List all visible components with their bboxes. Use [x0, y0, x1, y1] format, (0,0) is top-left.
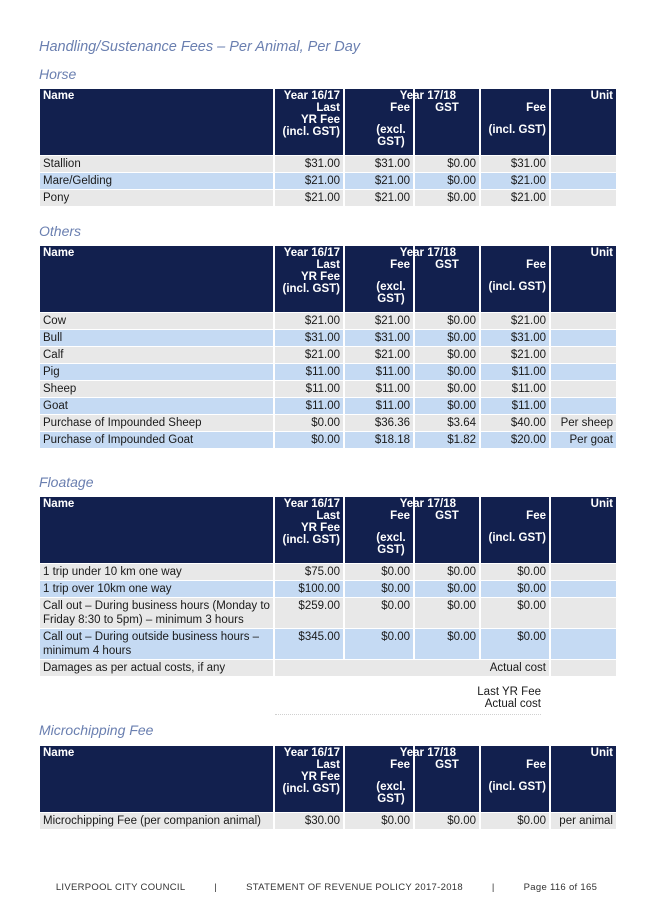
header-fee: Fee: [390, 759, 410, 771]
row-fee-incl-gst: $0.00: [481, 598, 549, 628]
row-unit: [551, 347, 616, 363]
row-unit: [551, 313, 616, 329]
table-row: [40, 313, 616, 329]
header-gst: GST: [435, 759, 459, 771]
col-header-last-yr-fee: [275, 746, 343, 812]
header-incl-gst: (incl. GST): [282, 126, 340, 138]
row-unit: [551, 660, 616, 676]
row-last-yr-fee: $11.00: [275, 364, 343, 380]
row-unit: per animal: [551, 813, 616, 829]
row-last-yr-fee: $21.00: [275, 313, 343, 329]
row-gst: $0.00: [415, 564, 479, 580]
row-name: Pony: [40, 190, 273, 206]
section-title-horse: Horse: [39, 66, 77, 82]
row-fee-incl-gst: $0.00: [481, 581, 549, 597]
floatage-extra-note: [275, 686, 541, 715]
section-title-others: Others: [39, 223, 82, 239]
col-header-unit: Unit: [551, 89, 616, 155]
footer-org: LIVERPOOL CITY COUNCIL: [55, 882, 186, 893]
row-fee-excl-gst: $18.18: [345, 432, 413, 448]
col-header-fee-excl: [345, 746, 456, 812]
row-gst: $1.82: [415, 432, 479, 448]
extra-actual-cost: Actual cost: [484, 698, 541, 710]
row-name: Purchase of Impounded Sheep: [40, 415, 273, 431]
row-last-yr-fee: $259.00: [275, 598, 343, 628]
fees-table-others: [38, 245, 618, 449]
row-last-yr-fee: $11.00: [275, 398, 343, 414]
row-unit: [551, 173, 616, 189]
row-gst: $0.00: [415, 156, 479, 172]
row-gst: $3.64: [415, 415, 479, 431]
row-fee-excl-gst: $0.00: [345, 564, 413, 580]
row-last-yr-fee: $0.00: [275, 415, 343, 431]
row-unit: [551, 581, 616, 597]
header-year-1617: Year 16/17: [283, 90, 340, 102]
row-name: Call out – During business hours (Monday to Friday 8:30 to 5pm) – minimum 3 hours: [40, 598, 273, 628]
row-fee-excl-gst: $11.00: [345, 398, 413, 414]
header-row: [40, 89, 616, 155]
row-unit: [551, 330, 616, 346]
col-header-fee-incl: [481, 497, 549, 563]
row-fee-excl-gst: $21.00: [345, 190, 413, 206]
table-row: [40, 156, 616, 172]
fees-table-floatage: [38, 496, 618, 677]
row-name: Calf: [40, 347, 273, 363]
row-last-yr-fee: $31.00: [275, 330, 343, 346]
row-gst: $0.00: [415, 381, 479, 397]
header-excl-gst: (excl. GST): [376, 781, 406, 805]
row-name: Mare/Gelding: [40, 173, 273, 189]
header-incl-gst2: (incl. GST): [488, 781, 546, 793]
header-spacer: [484, 90, 546, 102]
col-header-unit: Unit: [551, 497, 616, 563]
row-fee-excl-gst: $21.00: [345, 347, 413, 363]
footer-separator: |: [491, 882, 495, 893]
row-fee-excl-gst: $0.00: [345, 629, 413, 659]
row-last-yr-fee: $30.00: [275, 813, 343, 829]
table-row: [40, 564, 616, 580]
row-unit: [551, 381, 616, 397]
row-last-yr-fee: $345.00: [275, 629, 343, 659]
header-year-1718: Year 17/18: [399, 90, 456, 102]
row-gst: $0.00: [415, 190, 479, 206]
row-name: Damages as per actual costs, if any: [40, 660, 273, 676]
table-row: [40, 598, 616, 628]
row-fee-incl-gst: $11.00: [481, 398, 549, 414]
row-fee-excl-gst: $31.00: [345, 156, 413, 172]
footer-separator: |: [214, 882, 218, 893]
col-header-name: Name: [40, 89, 273, 155]
row-last-yr-fee: $11.00: [275, 381, 343, 397]
row-actual-cost: Actual cost: [275, 660, 549, 676]
header-incl-gst: (incl. GST): [282, 783, 340, 795]
header-gst: GST: [435, 510, 459, 522]
row-fee-excl-gst: $0.00: [345, 813, 413, 829]
row-unit: [551, 598, 616, 628]
table-row: [40, 629, 616, 659]
table-row-damages: [40, 660, 616, 676]
table-row: [40, 415, 616, 431]
row-fee-incl-gst: $20.00: [481, 432, 549, 448]
header-fee: Fee: [390, 259, 410, 271]
col-header-fee-excl: [345, 246, 456, 312]
header-year-1617: Year 16/17: [283, 247, 340, 259]
row-unit: Per goat: [551, 432, 616, 448]
header-last-yr-fee: Last YR Fee: [301, 510, 340, 534]
col-header-unit: Unit: [551, 246, 616, 312]
row-unit: [551, 156, 616, 172]
col-header-last-yr-fee: [275, 497, 343, 563]
row-last-yr-fee: $100.00: [275, 581, 343, 597]
row-fee-incl-gst: $11.00: [481, 364, 549, 380]
row-fee-incl-gst: $11.00: [481, 381, 549, 397]
row-fee-incl-gst: $40.00: [481, 415, 549, 431]
header-year-1718: Year 17/18: [399, 498, 456, 510]
row-last-yr-fee: $75.00: [275, 564, 343, 580]
row-last-yr-fee: $0.00: [275, 432, 343, 448]
col-header-name: Name: [40, 246, 273, 312]
footer-doc-title: STATEMENT OF REVENUE POLICY 2017-2018: [246, 882, 463, 893]
section-title-floatage: Floatage: [39, 474, 94, 490]
header-gst: GST: [435, 259, 459, 271]
row-name: Microchipping Fee (per companion animal): [40, 813, 273, 829]
header-last-yr-fee: Last YR Fee: [301, 102, 340, 126]
row-last-yr-fee: $21.00: [275, 190, 343, 206]
header-excl-gst: (excl. GST): [376, 281, 406, 305]
row-unit: [551, 364, 616, 380]
row-name: Purchase of Impounded Goat: [40, 432, 273, 448]
row-gst: $0.00: [415, 813, 479, 829]
row-name: Pig: [40, 364, 273, 380]
footer-page-number: Page 116 of 165: [523, 882, 598, 893]
page-footer: [0, 882, 653, 893]
col-header-fee-incl: [481, 246, 549, 312]
header-row: [40, 246, 616, 312]
row-name: 1 trip over 10km one way: [40, 581, 273, 597]
col-header-name: Name: [40, 746, 273, 812]
header-incl-gst: (incl. GST): [282, 534, 340, 546]
table-row: [40, 364, 616, 380]
row-name: Cow: [40, 313, 273, 329]
table-row: [40, 190, 616, 206]
row-fee-incl-gst: $21.00: [481, 190, 549, 206]
header-row: [40, 497, 616, 563]
row-unit: [551, 629, 616, 659]
header-fee: Fee: [390, 510, 410, 522]
row-name: 1 trip under 10 km one way: [40, 564, 273, 580]
row-last-yr-fee: $21.00: [275, 347, 343, 363]
row-fee-excl-gst: $11.00: [345, 364, 413, 380]
row-unit: [551, 398, 616, 414]
header-fee2: Fee: [526, 102, 546, 114]
col-header-unit: Unit: [551, 746, 616, 812]
header-gst: GST: [435, 102, 459, 114]
extra-last-yr-fee: Last YR Fee: [477, 686, 541, 698]
header-spacer: [484, 247, 546, 259]
row-fee-excl-gst: $0.00: [345, 581, 413, 597]
row-name: Call out – During outside business hours – minimum 4 hours: [40, 629, 273, 659]
table-row: [40, 347, 616, 363]
header-incl-gst: (incl. GST): [282, 283, 340, 295]
row-fee-incl-gst: $0.00: [481, 629, 549, 659]
section-title-microchipping: Microchipping Fee: [39, 722, 154, 738]
row-name: Bull: [40, 330, 273, 346]
table-row: [40, 813, 616, 829]
row-last-yr-fee: $31.00: [275, 156, 343, 172]
header-excl-gst: (excl. GST): [376, 532, 406, 556]
row-gst: $0.00: [415, 581, 479, 597]
row-fee-excl-gst: $11.00: [345, 381, 413, 397]
header-fee2: Fee: [526, 510, 546, 522]
header-year-1617: Year 16/17: [283, 747, 340, 759]
header-excl-gst: (excl. GST): [376, 124, 406, 148]
header-spacer: [484, 498, 546, 510]
row-fee-excl-gst: $21.00: [345, 173, 413, 189]
header-fee2: Fee: [526, 259, 546, 271]
table-row: [40, 330, 616, 346]
row-name: Stallion: [40, 156, 273, 172]
row-fee-incl-gst: $31.00: [481, 156, 549, 172]
table-row: [40, 398, 616, 414]
row-fee-incl-gst: $31.00: [481, 330, 549, 346]
row-name: Sheep: [40, 381, 273, 397]
row-unit: Per sheep: [551, 415, 616, 431]
table-row: [40, 381, 616, 397]
fees-table-microchipping: [38, 745, 618, 830]
page-title: Handling/Sustenance Fees – Per Animal, Per Day: [39, 39, 361, 55]
row-unit: [551, 190, 616, 206]
row-gst: $0.00: [415, 598, 479, 628]
header-last-yr-fee: Last YR Fee: [301, 759, 340, 783]
row-name: Goat: [40, 398, 273, 414]
row-unit: [551, 564, 616, 580]
col-header-fee-incl: [481, 746, 549, 812]
header-incl-gst2: (incl. GST): [488, 281, 546, 293]
header-row: [40, 746, 616, 812]
header-last-yr-fee: Last YR Fee: [301, 259, 340, 283]
row-fee-incl-gst: $0.00: [481, 813, 549, 829]
row-fee-incl-gst: $0.00: [481, 564, 549, 580]
fees-table-horse: [38, 88, 618, 207]
row-fee-excl-gst: $21.00: [345, 313, 413, 329]
col-header-name: Name: [40, 497, 273, 563]
header-fee: Fee: [390, 102, 410, 114]
row-last-yr-fee: $21.00: [275, 173, 343, 189]
table-row: [40, 173, 616, 189]
row-fee-excl-gst: $0.00: [345, 598, 413, 628]
table-row: [40, 581, 616, 597]
header-spacer: [484, 747, 546, 759]
table-row: [40, 432, 616, 448]
row-fee-excl-gst: $31.00: [345, 330, 413, 346]
row-gst: $0.00: [415, 347, 479, 363]
row-fee-incl-gst: $21.00: [481, 313, 549, 329]
col-header-last-yr-fee: [275, 246, 343, 312]
col-header-last-yr-fee: [275, 89, 343, 155]
row-gst: $0.00: [415, 330, 479, 346]
row-fee-incl-gst: $21.00: [481, 173, 549, 189]
row-gst: $0.00: [415, 364, 479, 380]
col-header-fee-incl: [481, 89, 549, 155]
row-fee-incl-gst: $21.00: [481, 347, 549, 363]
header-fee2: Fee: [526, 759, 546, 771]
col-header-fee-excl: [345, 497, 456, 563]
header-year-1718: Year 17/18: [399, 247, 456, 259]
row-gst: $0.00: [415, 313, 479, 329]
row-fee-excl-gst: $36.36: [345, 415, 413, 431]
header-year-1718: Year 17/18: [399, 747, 456, 759]
header-incl-gst2: (incl. GST): [488, 124, 546, 136]
row-gst: $0.00: [415, 629, 479, 659]
header-year-1617: Year 16/17: [283, 498, 340, 510]
row-gst: $0.00: [415, 398, 479, 414]
row-gst: $0.00: [415, 173, 479, 189]
col-header-fee-excl: [345, 89, 456, 155]
header-incl-gst2: (incl. GST): [488, 532, 546, 544]
